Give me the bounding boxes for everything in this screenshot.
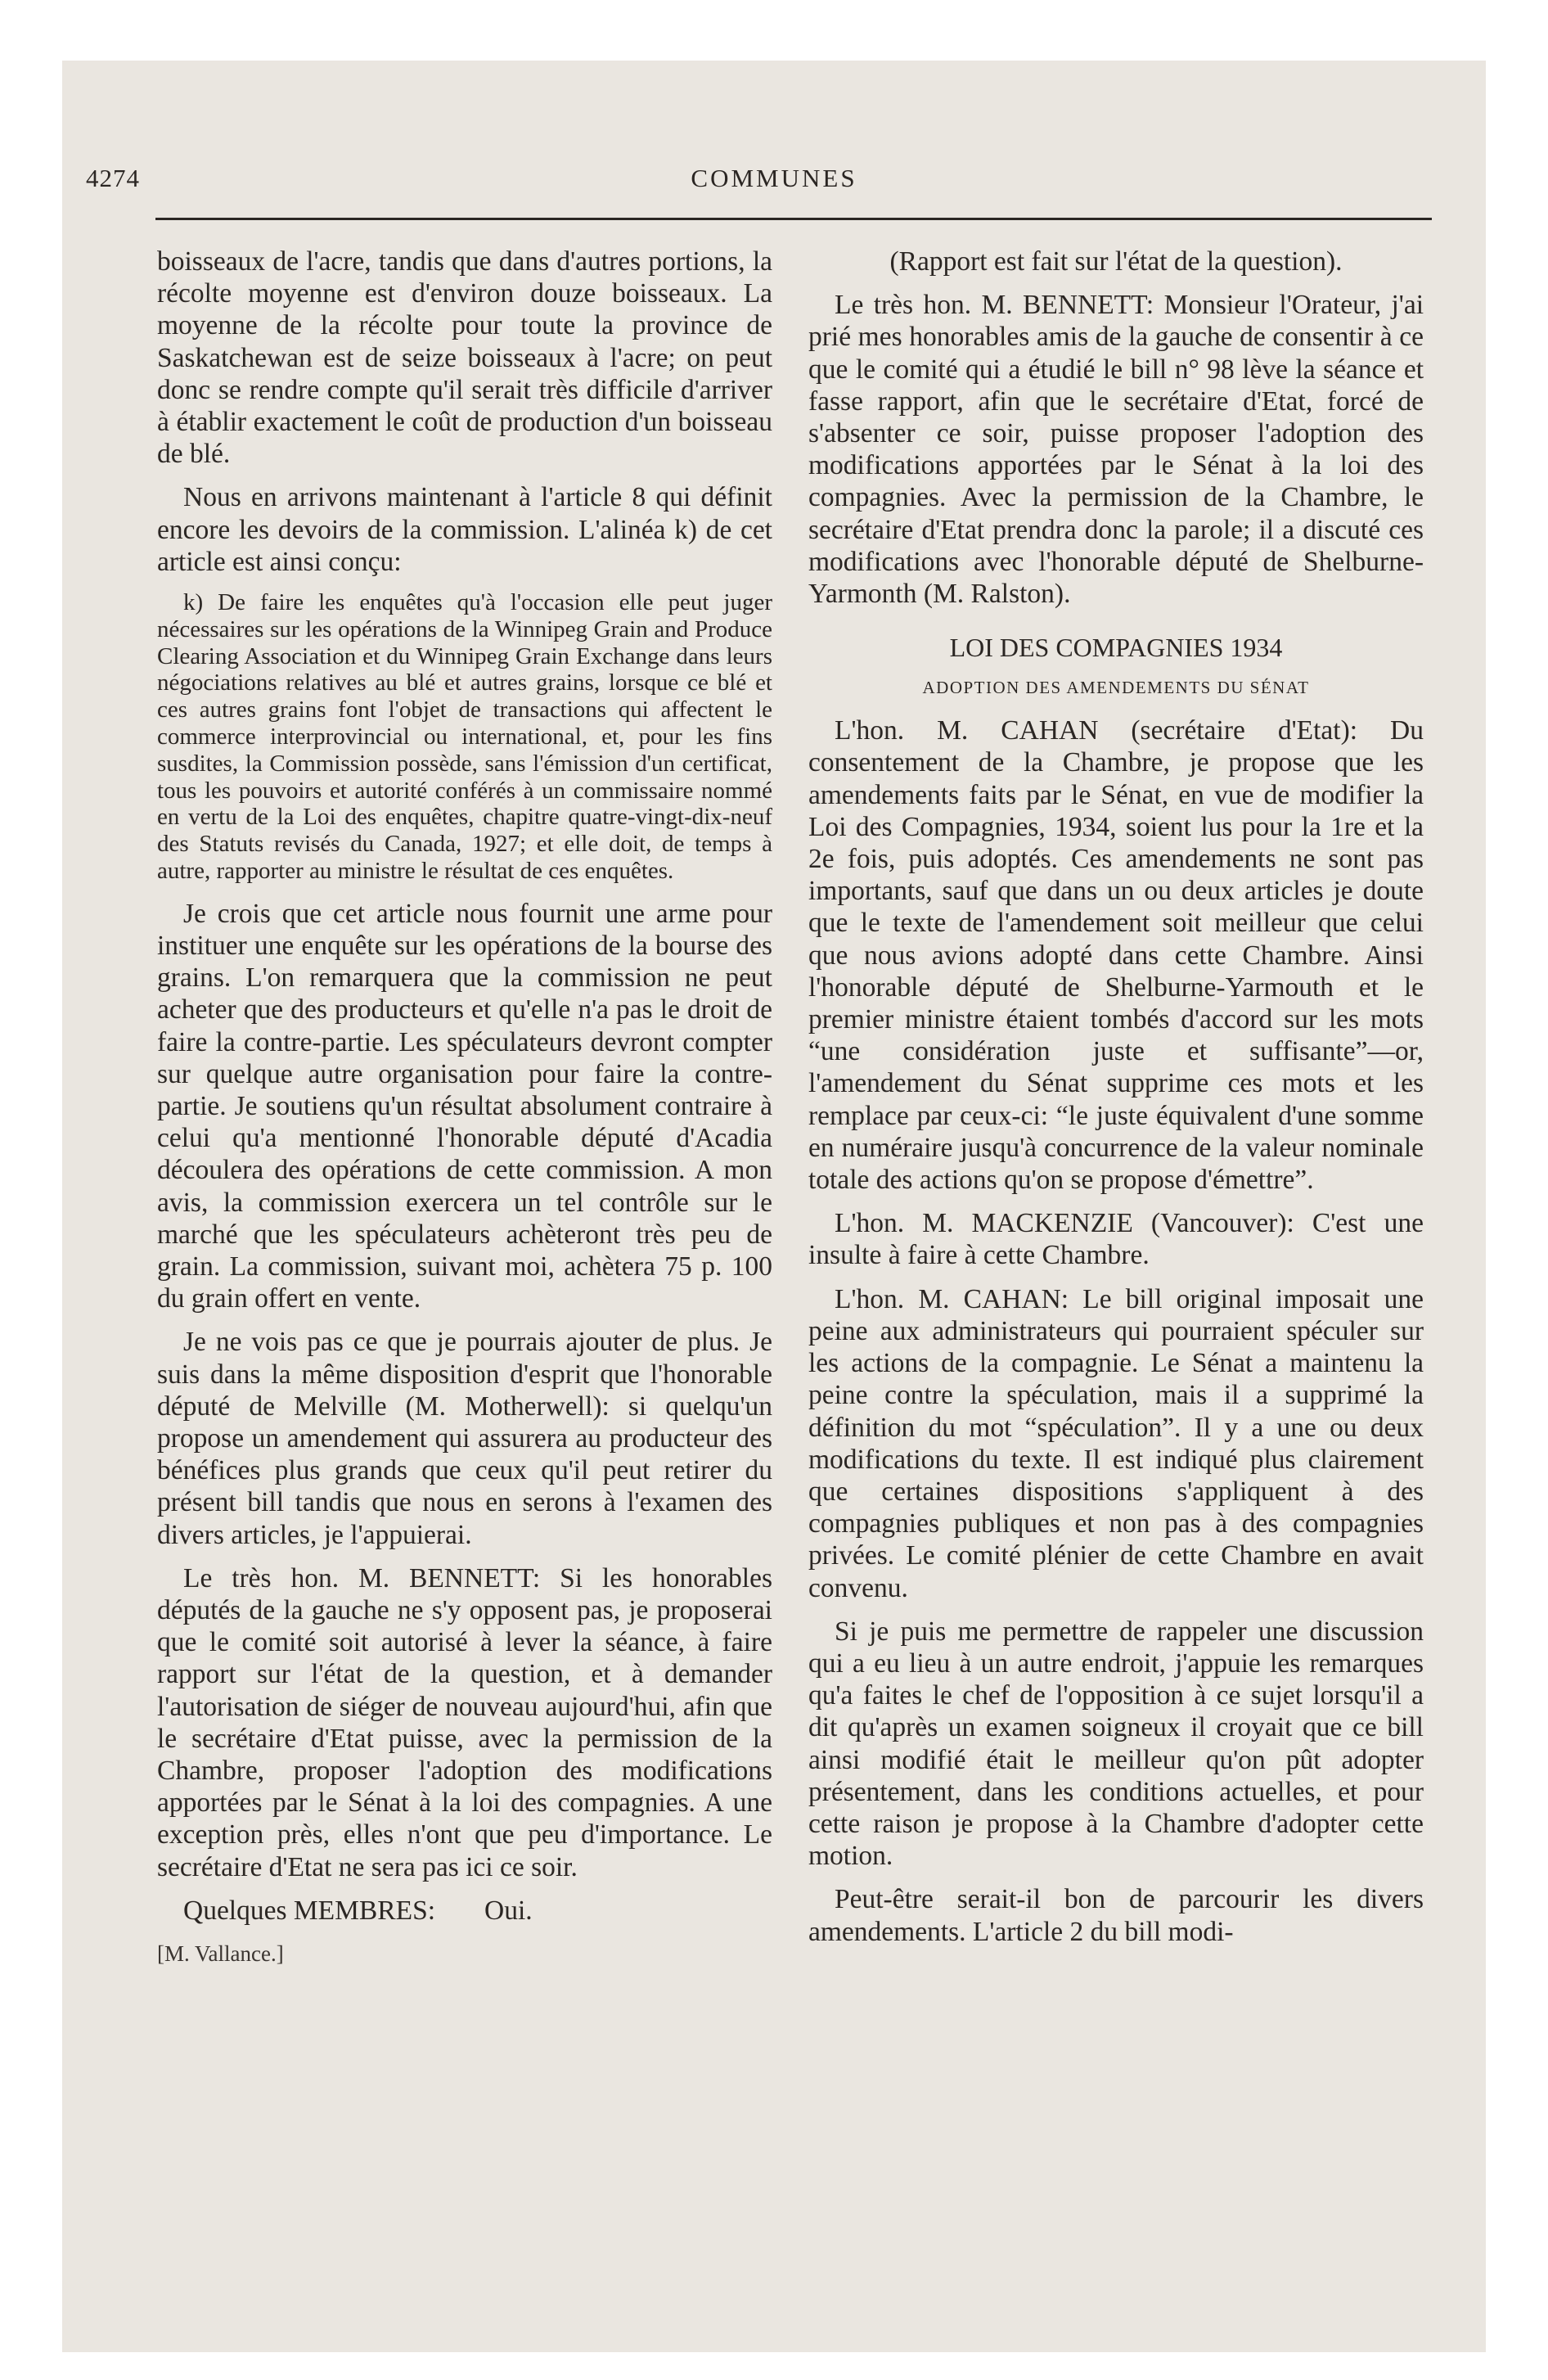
- paragraph: L'hon. M. CAHAN (secrétaire d'Etat): Du consentement de la Chambre, je propose que les amendements faits par le Sénat, en vue de modifier la Loi des Compagnies, 1934, soient lus pour la 1re et la 2e fois, puis adoptés. Ces amendements ne sont pas importants, sauf que dans un ou deux articles je doute que le texte de l'amendement soit meilleur que celui que nous avions adopté dans cette Chambre. Ainsi l'honorable député de Shelburne-Yarmouth et le premier ministre étaient tombés d'accord sur les mots “une considération juste et suffisante”—or, l'amendement du Sénat supprime ces mots et les remplace par ceux-ci: “le juste équivalent d'une somme en numéraire jusqu'à concurrence de la valeur nominale totale des actions qu'on se propose d'émettre”.: [808, 715, 1424, 1196]
- section-heading: LOI DES COMPAGNIES 1934: [949, 633, 1283, 663]
- paragraph: Peut-être serait-il bon de parcourir les divers amendements. L'article 2 du bill modi-: [808, 1884, 1424, 1947]
- block-quote: k) De faire les enquêtes qu'à l'occasion elle peut juger nécessaires sur les opérations de la Winnipeg Grain and Produce Clearing Association et du Winnipeg Grain Exchange dans leurs négociations relatives au blé et autres grains, lorsque ce blé et ces autres grains font l'objet de transactions qui affectent le commerce interprovincial ou international, et, pour les fins susdites, la Commission possède, sans l'émission d'un certificat, tous les pouvoirs et autorité conférés à un commissaire nommé en vertu de la Loi des enquêtes, chapitre quatre-vingt-dix-neuf des Statuts revisés du Canada, 1927; et elle doit, de temps à autre, rapporter au ministre le résultat de ces enquêtes.: [157, 589, 772, 884]
- page-number: 4274: [86, 164, 140, 192]
- header-rule: [155, 218, 1432, 220]
- paragraph: Si je puis me permettre de rappeler une discussion qui a eu lieu à un autre endroit, j'appuie les remarques qu'a faites le chef de l'opposition à ce sujet lorsqu'il a dit qu'après un examen soigneux il croyait que ce bill ainsi modifié était le meilleur qu'on pût adopter présentement, dans les conditions actuelles, et pour cette raison je propose à la Chambre d'adopter cette motion.: [808, 1616, 1424, 1872]
- procedural-note: (Rapport est fait sur l'état de la question).: [889, 246, 1343, 277]
- paragraph: Le très hon. M. BENNETT: Monsieur l'Orateur, j'ai prié mes honorables amis de la gauche de consentir à ce que le comité qui a étudié le bill n° 98 lève la séance et fasse rapport, afin que le secrétaire d'Etat, forcé de s'absenter ce soir, puisse proposer l'adoption des modifications apportées par le Sénat à la loi des compagnies. Avec la permission de la Chambre, le secrétaire d'Etat prendra donc la parole; il a discuté ces modifications avec l'honorable député de Shelburne-Yarmonth (M. Ralston).: [808, 290, 1424, 610]
- members-reply: [157, 1895, 772, 1927]
- paragraph: boisseaux de l'acre, tandis que dans d'autres portions, la récolte moyenne est d'environ douze boisseaux. La moyenne de la récolte pour toute la province de Saskatchewan est de seize boisseaux à l'acre; on peut donc se rendre compte qu'il serait très difficile d'arriver à établir exactement le coût de production d'un boisseau de blé.: [157, 246, 772, 470]
- section-subheading: ADOPTION DES AMENDEMENTS DU SÉNAT: [922, 678, 1310, 698]
- paragraph: L'hon. M. MACKENZIE (Vancouver): C'est une insulte à faire à cette Chambre.: [808, 1208, 1424, 1271]
- paragraph: Je ne vois pas ce que je pourrais ajouter de plus. Je suis dans la même disposition d'esprit que l'honorable député de Melville (M. Motherwell): si quelqu'un propose un amendement qui assurera au producteur des bénéfices plus grands que ceux qu'il peut retirer du présent bill tandis que nous en serons à l'examen des divers articles, je l'appuierai.: [157, 1327, 772, 1550]
- paragraph: L'hon. M. CAHAN: Le bill original imposait une peine aux administrateurs qui pourraient spéculer sur les actions de la compagnie. Le Sénat a maintenu la peine contre la spéculation, mais il a supprimé la définition du mot “spéculation”. Il y a une ou deux modifications du texte. Il est indiqué plus clairement que certaines dispositions s'appliquent à des compagnies publiques et non pas à des compagnies privées. Le comité plénier de cette Chambre en avait convenu.: [808, 1283, 1424, 1603]
- paragraph: Je crois que cet article nous fournit une arme pour instituer une enquête sur les opérations de la bourse des grains. L'on remarquera que la commission ne peut acheter que des producteurs et qu'elle n'a pas le droit de faire la contre-partie. Les spéculateurs devront compter sur quelque autre organisation pour faire la contre-partie. Je soutiens qu'un résultat absolument contraire à celui qu'a mentionné l'honorable député d'Acadia découlera des opérations de cette commission. A mon avis, la commission exercera un tel contrôle sur le marché que les spéculateurs achèteront très peu de grain. La commission, suivant moi, achètera 75 p. 100 du grain offert en vente.: [157, 898, 772, 1314]
- paragraph: Nous en arrivons maintenant à l'article 8 qui définit encore les devoirs de la commission. L'alinéa k) de cet article est ainsi conçu:: [157, 482, 772, 577]
- right-column: [808, 246, 1424, 1959]
- left-column: [157, 246, 772, 1981]
- running-head: COMMUNES: [691, 164, 857, 192]
- speaker-note: [M. Vallance.]: [157, 1941, 284, 1967]
- speaker: Quelques MEMBRES:: [183, 1895, 436, 1926]
- paragraph: Le très hon. M. BENNETT: Si les honorables députés de la gauche ne s'y opposent pas, je proposerai que le comité soit autorisé à lever la séance, à faire rapport sur l'état de la question, et à demander l'autorisation de siéger de nouveau aujourd'hui, afin que le secrétaire d'Etat puisse, avec la permission de la Chambre, proposer l'adoption des modifications apportées par le Sénat à la loi des compagnies. A une exception près, elles n'ont que peu d'importance. Le secrétaire d'Etat ne sera pas ici ce soir.: [157, 1562, 772, 1882]
- reply: Oui.: [484, 1895, 533, 1926]
